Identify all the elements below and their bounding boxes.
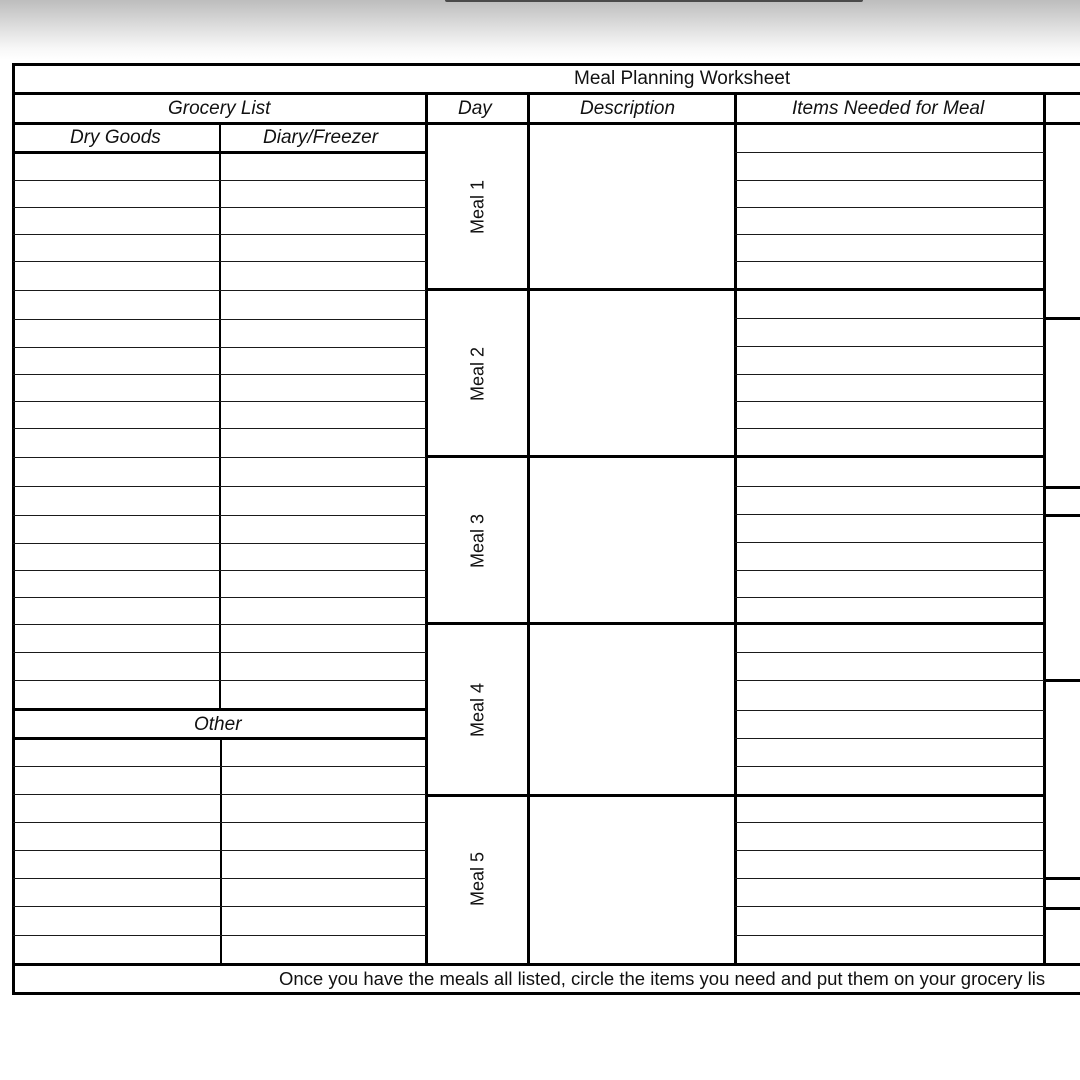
grocery-subheader-underline [13, 151, 426, 154]
meal-block-divider [426, 622, 1044, 625]
extra-column-line [1044, 317, 1080, 320]
grocery-row-line [13, 290, 426, 291]
grocery-list-header: Grocery List [168, 98, 271, 119]
other-row-line [13, 935, 426, 936]
items-row-line [735, 374, 1044, 375]
items-row-line [735, 878, 1044, 879]
extra-column-line [1044, 907, 1080, 910]
other-column-divider [220, 738, 222, 964]
grocery-row-line [13, 652, 426, 653]
other-row-line [13, 794, 426, 795]
items-row-line [735, 207, 1044, 208]
description-items-divider [734, 93, 737, 964]
items-row-line [735, 766, 1044, 767]
items-row-line [735, 597, 1044, 598]
table-border-top [12, 63, 1080, 66]
other-section-header-bottom [13, 737, 426, 740]
meal-1-label: Meal 1 [467, 179, 488, 235]
items-needed-column-header: Items Needed for Meal [792, 98, 985, 119]
table-border-bottom [12, 992, 1080, 995]
grocery-row-line [13, 374, 426, 375]
other-row-line [13, 850, 426, 851]
extra-column-line [1044, 877, 1080, 880]
extra-column-line [1044, 679, 1080, 682]
items-row-line [735, 514, 1044, 515]
items-row-line [735, 850, 1044, 851]
grocery-row-line [13, 347, 426, 348]
meal-block-divider [426, 288, 1044, 291]
table-border-left [12, 64, 15, 994]
meal-3-label: Meal 3 [467, 513, 488, 569]
day-description-divider [527, 93, 530, 964]
items-row-line [735, 906, 1044, 907]
meal-block-divider [426, 794, 1044, 797]
other-row-line [13, 906, 426, 907]
items-row-line [735, 710, 1044, 711]
items-row-line [735, 822, 1044, 823]
meal-4-label: Meal 4 [467, 682, 488, 738]
day-column-header: Day [458, 98, 492, 119]
items-row-line [735, 542, 1044, 543]
items-row-line [735, 318, 1044, 319]
items-row-line [735, 652, 1044, 653]
worksheet-title: Meal Planning Worksheet [574, 68, 791, 89]
grocery-row-line [13, 570, 426, 571]
subheader-row-divider [12, 122, 1080, 125]
grocery-row-line [13, 680, 426, 681]
grocery-column-divider [219, 123, 221, 710]
items-extra-divider [1043, 93, 1046, 964]
grocery-row-line [13, 597, 426, 598]
other-section-top [13, 708, 426, 711]
grocery-row-line [13, 543, 426, 544]
items-row-line [735, 234, 1044, 235]
items-row-line [735, 152, 1044, 153]
grocery-day-divider [425, 93, 428, 964]
other-section-header: Other [194, 714, 242, 735]
items-row-line [735, 738, 1044, 739]
items-row-line [735, 180, 1044, 181]
extra-column-line [1044, 486, 1080, 489]
other-row-line [13, 822, 426, 823]
header-row-divider [12, 92, 1080, 95]
other-row-line [13, 766, 426, 767]
grocery-row-line [13, 428, 426, 429]
grocery-row-line [13, 624, 426, 625]
grocery-row-line [13, 234, 426, 235]
items-row-line [735, 401, 1044, 402]
meal-5-label: Meal 5 [467, 851, 488, 907]
grocery-row-line [13, 515, 426, 516]
items-row-line [735, 935, 1044, 936]
extra-column-line [1044, 514, 1080, 517]
items-row-line [735, 261, 1044, 262]
grocery-row-line [13, 457, 426, 458]
grocery-row-line [13, 486, 426, 487]
grocery-row-line [13, 261, 426, 262]
dairy-freezer-header: Diary/Freezer [263, 127, 379, 148]
items-row-line [735, 346, 1044, 347]
items-row-line [735, 486, 1044, 487]
grocery-row-line [13, 401, 426, 402]
items-row-line [735, 428, 1044, 429]
grocery-row-line [13, 207, 426, 208]
meal-2-label: Meal 2 [467, 346, 488, 402]
grocery-row-line [13, 319, 426, 320]
description-column-header: Description [580, 98, 676, 119]
dry-goods-header: Dry Goods [70, 127, 161, 148]
items-row-line [735, 680, 1044, 681]
meal-block-divider [426, 455, 1044, 458]
other-row-line [13, 878, 426, 879]
table-bottom-row-divider [12, 963, 1080, 966]
items-row-line [735, 570, 1044, 571]
grocery-row-line [13, 180, 426, 181]
footer-note: Once you have the meals all listed, circle the items you need and put them on your grocery lis [279, 968, 1046, 989]
